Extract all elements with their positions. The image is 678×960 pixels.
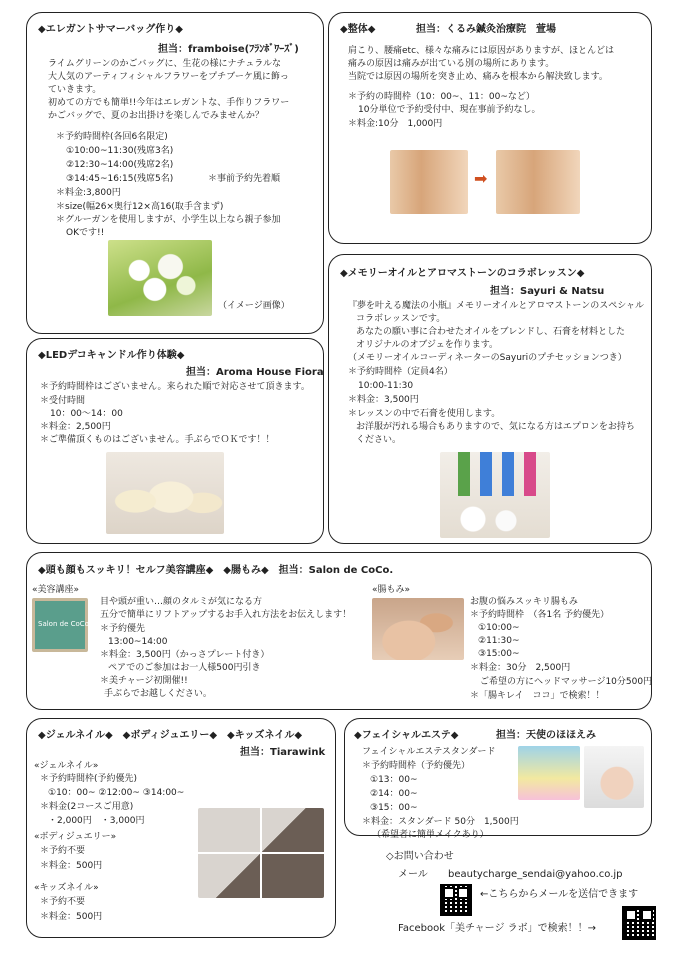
gut-line-8: ＊「腸キレイ ココ」で検索！！ [470, 691, 605, 701]
gut-line-5: ③15:00~ [478, 649, 520, 659]
memory-desc-3: あなたの願い事に合わせたオイルをブレンドし、石膏を材料とした [356, 327, 625, 337]
gut-massage-photo [372, 598, 464, 660]
bag-detail-3: ②12:30~14:00(残席2名) [66, 160, 174, 170]
seitai-title: ◆整体◆ [340, 24, 376, 35]
nail-line-6: «ボディジュエリー» [34, 832, 117, 842]
facial-tutor: 担当：天使のほほえみ [496, 730, 596, 741]
facial-line-2: ＊予約時間枠（予約優先） [362, 761, 471, 771]
nail-title: ◆ジェルネイル◆ ◆ボディジュエリー◆ ◆キッズネイル◆ [38, 730, 303, 741]
nail-line-3: ①10：00~ ②12:00~ ③14:00~ [48, 788, 185, 798]
led-detail-4: ＊料金：2,500円 [40, 422, 111, 432]
contact-email-link[interactable]: beautycharge_sendai@yahoo.co.jp [448, 869, 623, 880]
bag-desc-1: ライムグリーンのかごバッグに、生花の様にナチュラルな [48, 59, 282, 69]
memory-detail-3: ＊料金：3,500円 [348, 395, 419, 405]
bag-detail-8: ＊グルーガンを使用しますが、小学生以上なら親子参加 [56, 215, 281, 225]
seitai-desc-2: 痛みの原因は痛みが出ている別の場所にあります。 [348, 59, 555, 69]
nail-line-4: ＊料金(2コースご用意) [40, 802, 134, 812]
beauty-course-title: ◆頭も顔もスッキリ！セルフ美容講座◆ ◆腸もみ◆ 担当：Salon de CoCo. [38, 565, 394, 576]
memory-desc-2: コラボレッスンです。 [356, 314, 446, 324]
bag-photo-caption: （イメージ画像） [218, 301, 290, 311]
gut-line-2: ＊予約時間枠 （各1名 予約優先） [470, 610, 610, 620]
seitai-desc-3: 当院では原因の場所を突き止め、痛みを根本から解決致します。 [348, 72, 608, 82]
memory-oil-title: ◆メモリーオイルとアロマストーンのコラボレッスン◆ [340, 268, 585, 279]
led-detail-3: 10：00～14：00 [50, 409, 123, 419]
led-candle-tutor: 担当：Aroma House Fiora [186, 367, 324, 378]
nail-line-11: ＊料金：500円 [40, 912, 103, 922]
beauty-line-7: ＊美チャージ初開催!! [100, 676, 188, 686]
posture-after-photo [496, 150, 580, 214]
beauty-line-1: 目や頭が重い…顔のタルミが気になる方 [100, 597, 263, 607]
facial-treatment-photo [584, 746, 644, 808]
memory-detail-4: ＊レッスンの中で石膏を使用します。 [348, 409, 501, 419]
email-label: メール [398, 869, 428, 880]
facebook-qr-code[interactable] [622, 906, 656, 940]
email-qr-code[interactable] [440, 884, 472, 916]
memory-detail-2: 10:00-11:30 [358, 381, 414, 391]
email-qr-note: ←こちらからメールを送信できます [480, 889, 639, 900]
bag-desc-2: 大人気のアーティフィシャルフラワーをプチブーケ風に飾っ [48, 72, 289, 82]
bag-detail-2: ①10:00~11:30(残席3名) [66, 146, 174, 156]
beauty-label: «美容講座» [32, 585, 80, 595]
bag-detail-1: ＊予約時間枠(各回6名限定) [56, 132, 168, 142]
bag-desc-5: かごバッグで、夏のお出掛けを楽しんでみませんか？ [48, 111, 264, 121]
gut-line-4: ②11:30~ [478, 636, 520, 646]
facial-line-1: フェイシャルエステスタンダード [362, 747, 496, 757]
beauty-line-3: ＊予約優先 [100, 624, 146, 634]
aroma-oil-photo [440, 452, 550, 538]
memory-oil-tutor: 担当：Sayuri & Natsu [490, 286, 605, 297]
facial-line-6: ＊料金：スタンダード 50分 1,500円 [362, 817, 519, 827]
led-detail-1: ＊予約時間枠はございません。来られた順で対応させて頂きます。 [40, 382, 310, 392]
facial-flyer-photo [518, 746, 580, 800]
facial-line-5: ③15：00~ [370, 803, 418, 813]
facial-line-4: ②14：00~ [370, 789, 418, 799]
bag-detail-5: ＊事前予約先着順 [208, 174, 281, 184]
nail-collage-photo [198, 808, 324, 898]
memory-detail-1: ＊予約時間枠（定員4名） [348, 367, 453, 377]
bag-workshop-title: ◆エレガントサマーバッグ作り◆ [38, 24, 183, 35]
gut-label: «腸もみ» [372, 585, 411, 595]
nail-line-7: ＊予約不要 [40, 846, 86, 856]
posture-before-photo [390, 150, 468, 214]
nail-line-10: ＊予約不要 [40, 897, 86, 907]
facial-line-3: ①13：00~ [370, 775, 418, 785]
seitai-tutor: 担当：くるみ鍼灸治療院 萱場 [416, 24, 556, 35]
led-detail-5: ＊ご準備頂くものはございません。手ぶらでＯＫです！！ [40, 435, 275, 445]
gut-line-1: お腹の悩みスッキリ腸もみ [470, 597, 578, 607]
nail-line-1: «ジェルネイル» [34, 761, 99, 771]
bag-detail-9: OKです!! [66, 228, 105, 238]
nail-tutor: 担当：Tiarawink [240, 747, 326, 758]
bag-detail-6: ＊料金:3,800円 [56, 188, 121, 198]
facial-title: ◆フェイシャルエステ◆ [354, 730, 459, 741]
seitai-detail-2: 10分単位で予約受付中、現在事前予約なし。 [358, 105, 541, 115]
memory-detail-5: お洋服が汚れる場合もありますので、気になる方はエプロンをお持ち [356, 422, 635, 432]
contact-heading: ◇お問い合わせ [386, 851, 454, 862]
bag-workshop-tutor: 担当：framboise(ﾌﾗﾝﾎﾞﾜｰｽﾞ) [158, 44, 299, 55]
memory-desc-5: （メモリーオイルコーディネーターのSayuriのプチセッションつき） [348, 353, 627, 363]
facebook-search-note: Facebook「美チャージ ラボ」で検索！！→ [398, 923, 597, 934]
beauty-line-2: 五分で簡単にリフトアップするお手入れ方法をお伝えします！ [100, 610, 352, 620]
facial-line-7: （希望者に簡単メイクあり） [372, 830, 489, 840]
beauty-line-6: ペアでのご参加はお一人様500円引き [108, 663, 261, 673]
arrow-right-icon: ➡ [474, 169, 488, 188]
beauty-line-8: 手ぶらでお越しください。 [104, 689, 212, 699]
memory-detail-6: ください。 [356, 435, 402, 445]
memory-desc-1: 『夢を叶える魔法の小瓶』メモリーオイルとアロマストーンのスペシャル [348, 301, 645, 311]
gut-line-6: ＊料金：30分 2,500円 [470, 663, 571, 673]
bag-desc-3: ていきます。 [48, 85, 102, 95]
bag-detail-7: ＊size(幅26×奥行12×高16(取手含まず) [56, 202, 224, 212]
nail-line-5: ・2,000円 ・3,000円 [48, 816, 145, 826]
nail-line-2: ＊予約時間枠(予約優先) [40, 774, 138, 784]
beauty-line-5: ＊料金：3,500円（かっさプレート付き） [100, 650, 270, 660]
led-candle-photo [106, 452, 224, 534]
seitai-detail-1: ＊予約の時間枠（10：00~、11：00~など） [348, 92, 535, 102]
nail-line-8: ＊料金：500円 [40, 861, 103, 871]
bag-detail-4: ③14:45~16:15(残席5名) [66, 174, 174, 184]
nail-line-9: «キッズネイル» [34, 883, 99, 893]
flower-bag-photo [108, 240, 212, 316]
led-candle-title: ◆LEDデコキャンドル作り体験◆ [38, 350, 185, 361]
seitai-desc-1: 肩こり、腰痛etc、様々な痛みには原因がありますが、ほとんどは [348, 46, 615, 56]
bag-desc-4: 初めての方でも簡単!!今年はエレガントな、手作りフラワー [48, 98, 290, 108]
memory-desc-4: オリジナルのオブジェを作ります。 [356, 340, 499, 350]
gut-line-7: ご希望の方にヘッドマッサージ10分500円 [480, 677, 653, 687]
salon-board-text: Salon de CoCo [38, 620, 89, 628]
seitai-detail-3: ＊料金:10分 1,000円 [348, 119, 443, 129]
beauty-line-4: 13:00~14:00 [108, 637, 168, 647]
led-detail-2: ＊受付時間 [40, 396, 86, 406]
gut-line-3: ①10:00~ [478, 623, 520, 633]
